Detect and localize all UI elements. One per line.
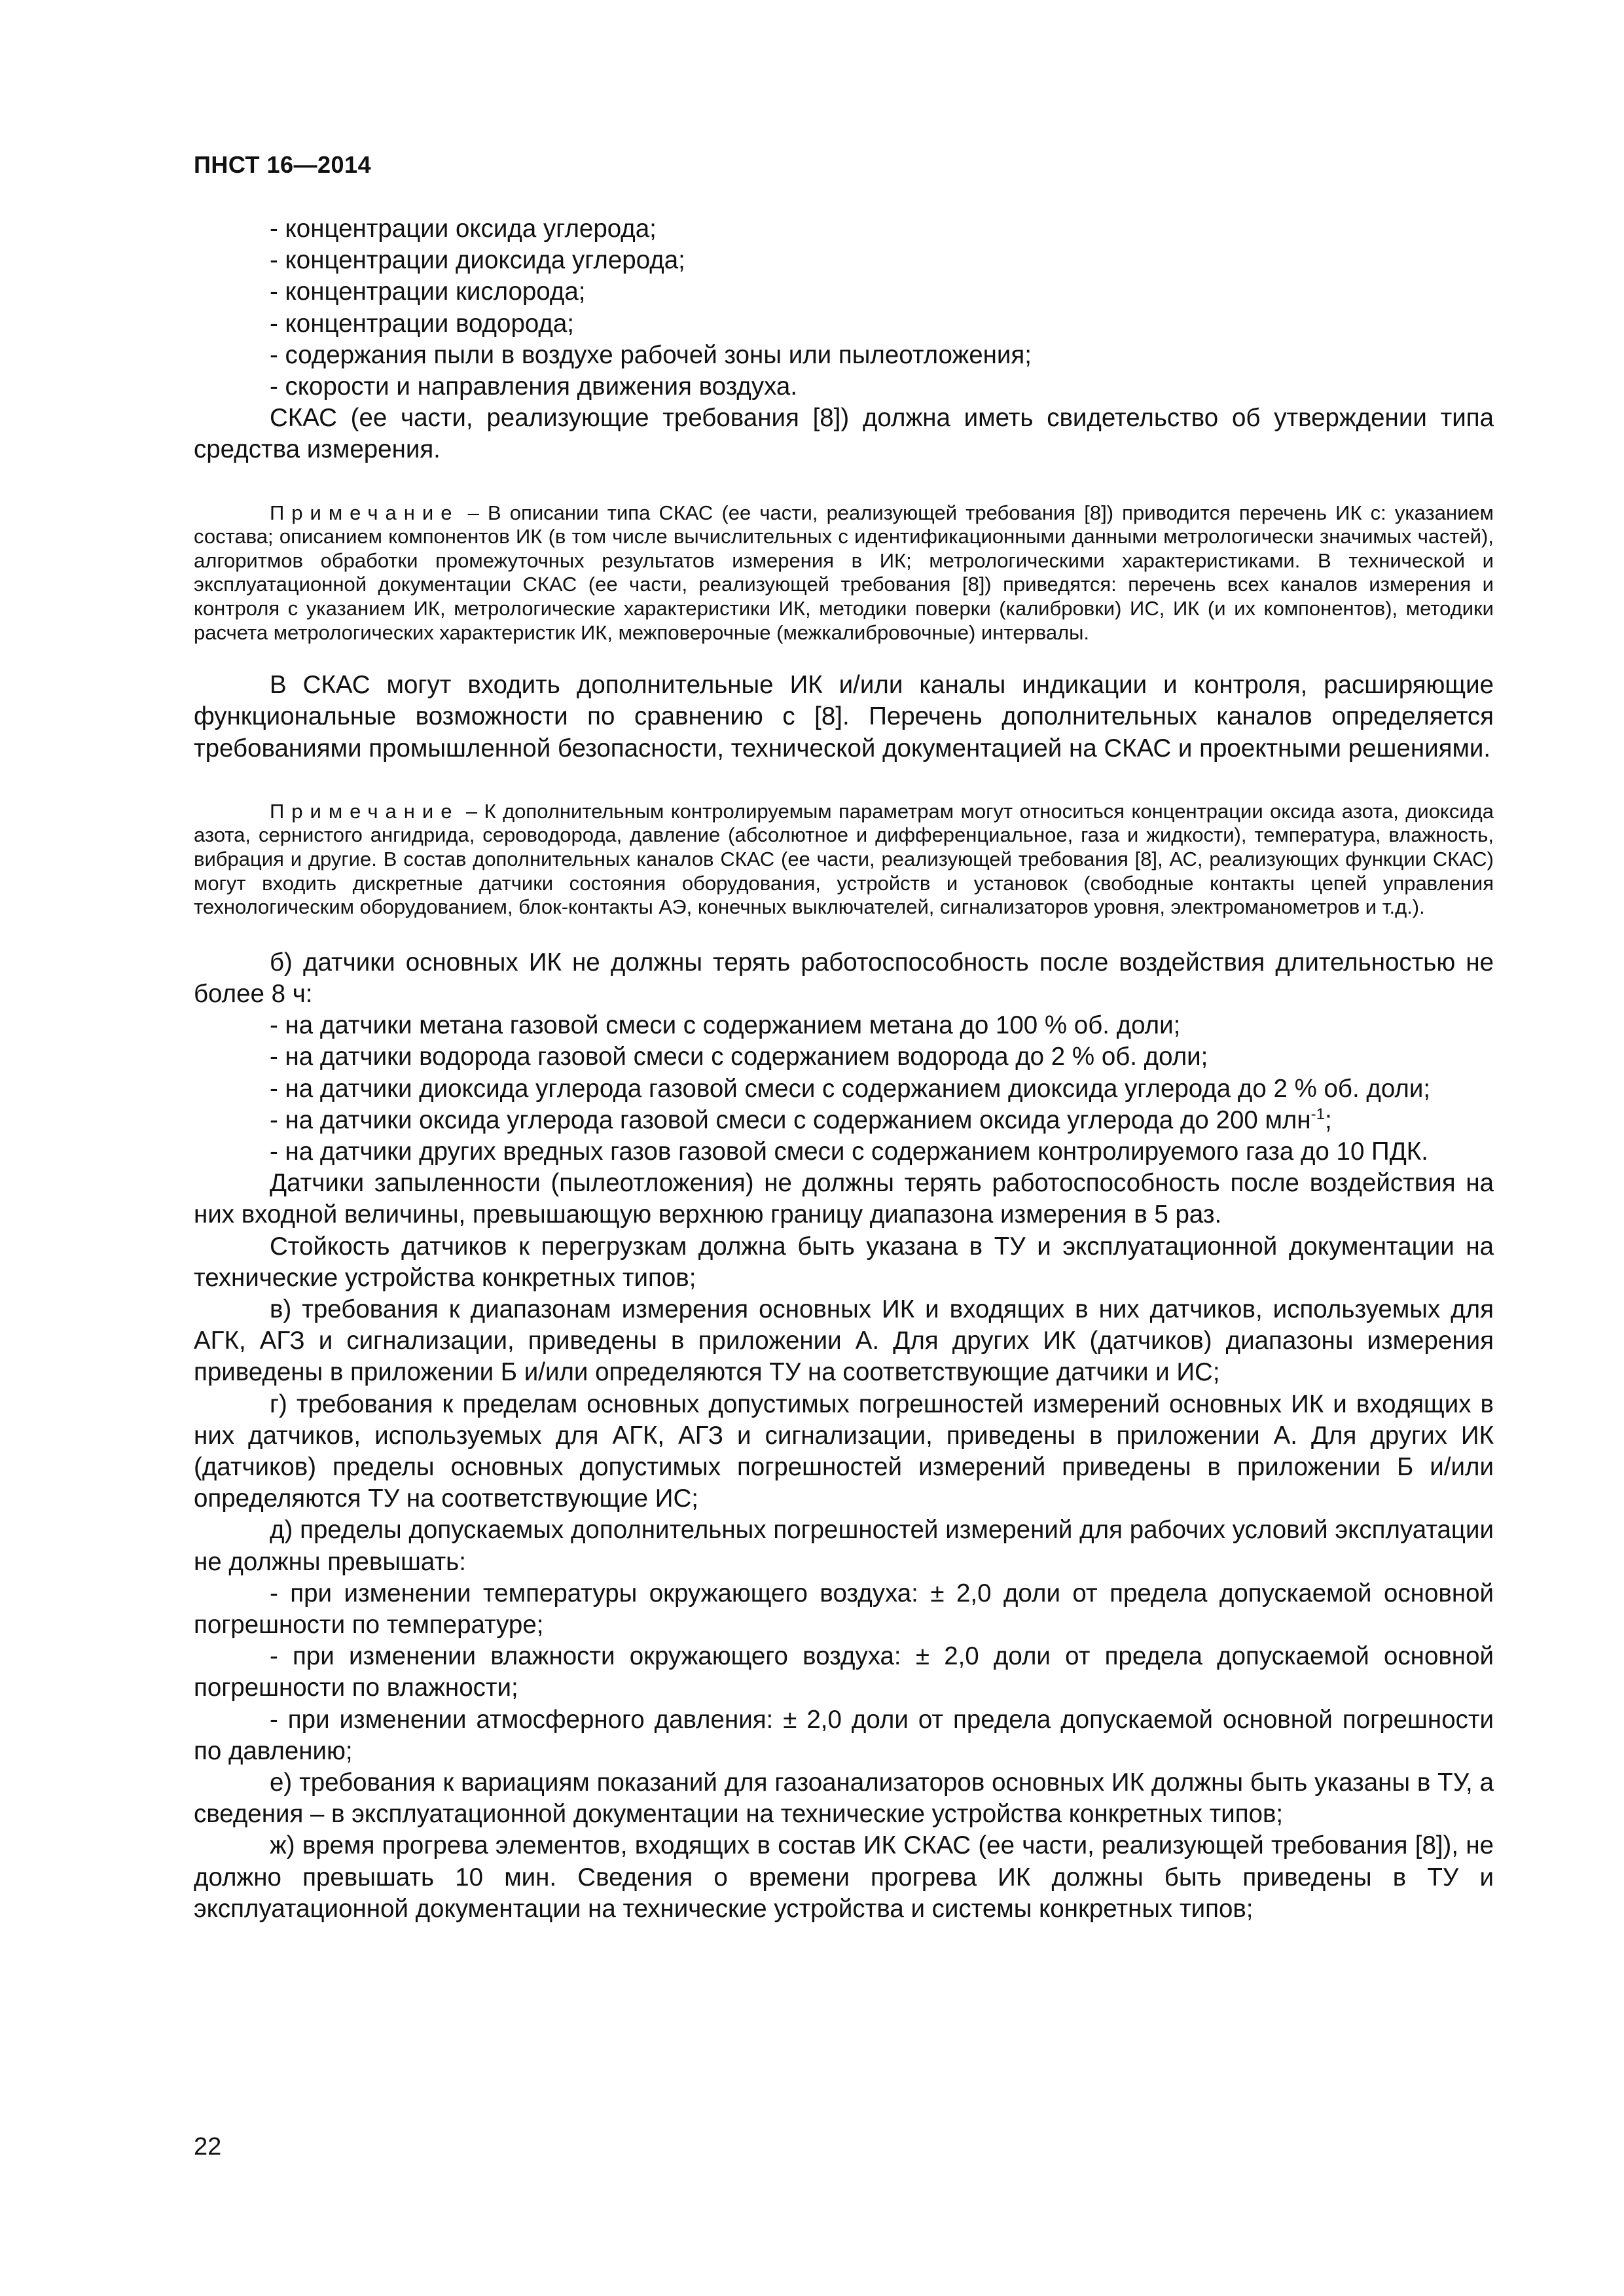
list-item: - на датчики диоксида углерода газовой смеси с содержанием диоксида углерода до 2 % об. доли; xyxy=(270,1074,1431,1103)
list-item: - концентрации оксида углерода; xyxy=(270,215,657,243)
note-text: – К дополнительным контролируемым параметрам могут относиться концентрации оксида азота, диоксида азота, сернистого ангидрида, сероводорода, давление (абсолютное и дифференциальное, газа и жидкости), температура, влажность, вибрация и другие. В состав дополнительных каналов СКАС (ее части, реализующей требования [8], АС, реализующих функции СКАС) могут входить дискретные датчики состояния оборудования, устройств и установок (свободные контакты цепей управления технологическим оборудованием, блок-контакты АЭ, конечных выключателей, сигнализаторов уровня, электроманометров и т.д.). xyxy=(194,799,1494,919)
note-label: Примечание xyxy=(270,501,460,524)
list-item: - на датчики других вредных газов газовой смеси с содержанием контролируемого газа до 10 ПДК. xyxy=(270,1137,1428,1166)
co-tail: ; xyxy=(1325,1105,1332,1134)
item-v: в) требования к диапазонам измерения основных ИК и входящих в них датчиков, используемых для АГК, АГЗ и сигнализации, приведены в приложении А. Для других ИК (датчиков) диапазоны измерения приведены в приложении Б и/или определяются ТУ на соответствующие датчики и ИС; xyxy=(194,1295,1494,1387)
list-item: - концентрации кислорода; xyxy=(270,278,586,306)
page-content xyxy=(194,213,1494,1925)
list-item: - содержания пыли в воздухе рабочей зоны или пылеотложения; xyxy=(270,340,1032,369)
list-item: - скорости и направления движения воздуха. xyxy=(270,372,798,401)
paragraph-type-approval: СКАС (ее части, реализующие требования [8]) должна иметь свидетельство об утверждении типа средства измерения. xyxy=(194,404,1494,464)
item-g: г) требования к пределам основных допустимых погрешностей измерений основных ИК и входящих в них датчиков, используемых для АГК, АГЗ и сигнализации, приведены в приложении А. Для других ИК (датчиков) пределы основных допустимых погрешностей измерений приведены в приложении Б и/или определяются ТУ на соответствующие ИС; xyxy=(194,1390,1494,1513)
note-label: Примечание xyxy=(270,799,460,823)
co-text: - на датчики оксида углерода газовой смеси с содержанием оксида углерода до 200 млн xyxy=(270,1105,1311,1134)
note-type-description xyxy=(194,501,1494,645)
paragraph-additional-channels: В СКАС могут входить дополнительные ИК и/или каналы индикации и контроля, расширяющие функциональные возможности по сравнению с [8]. Перечень дополнительных каналов определяется требованиями промышленной безопасности, технической документацией на СКАС и проектными решениями. xyxy=(194,671,1494,762)
list-item: - концентрации диоксида углерода; xyxy=(270,246,685,275)
item-d: д) пределы допускаемых дополнительных погрешностей измерений для рабочих условий эксплуатации не должны превышать: xyxy=(194,1516,1494,1576)
item-e: е) требования к вариациям показаний для газоанализаторов основных ИК должны быть указаны в ТУ, а сведения – в эксплуатационной документации на технические устройства конкретных типов; xyxy=(194,1768,1494,1829)
list-item: - на датчики метана газовой смеси с содержанием метана до 100 % об. доли; xyxy=(270,1011,1181,1040)
page-number: 22 xyxy=(194,2133,222,2161)
list-item: - при изменении атмосферного давления: ± 2,0 доли от предела допускаемой основной погрешности по давлению; xyxy=(194,1705,1494,1765)
list-item-co xyxy=(194,1105,1494,1136)
list-item: - при изменении влажности окружающего воздуха: ± 2,0 доли от предела допускаемой основной погрешности по влажности; xyxy=(194,1642,1494,1702)
list-item: - при изменении температуры окружающего воздуха: ± 2,0 доли от предела допускаемой основной погрешности по температуре; xyxy=(194,1579,1494,1640)
item-zh: ж) время прогрева элементов, входящих в состав ИК СКАС (ее части, реализующей требования [8]), не должно превышать 10 мин. Сведения о времени прогрева ИК должны быть приведены в ТУ и эксплуатационной документации на технические устройства и системы конкретных типов; xyxy=(194,1831,1494,1923)
document-header: ПНСТ 16—2014 xyxy=(194,151,372,178)
item-b: б) датчики основных ИК не должны терять работоспособность после воздействия длительностью не более 8 ч: xyxy=(194,948,1494,1008)
co-superscript: -1 xyxy=(1310,1105,1326,1123)
note-additional-parameters xyxy=(194,800,1494,920)
paragraph-dust-sensors: Датчики запыленности (пылеотложения) не должны терять работоспособность после воздействия на них входной величины, превышающую верхнюю границу диапазона измерения в 5 раз. xyxy=(194,1169,1494,1229)
paragraph-overload: Стойкость датчиков к перегрузкам должна быть указана в ТУ и эксплуатационной документации на технические устройства конкретных типов; xyxy=(194,1232,1494,1292)
list-item: - на датчики водорода газовой смеси с содержанием водорода до 2 % об. доли; xyxy=(270,1043,1208,1071)
list-item: - концентрации водорода; xyxy=(270,309,574,338)
note-text: – В описании типа СКАС (ее части, реализующей требования [8]) приводится перечень ИК с: указанием состава; описанием компонентов ИК (в том числе вычислительных с идентификационными данными метрологически значимых частей), алгоритмов обработки промежуточных результатов измерения в ИК; метрологическими характеристиками. В технической и эксплуатационной документации СКАС (ее части, реализующей требования [8]) приведятся: перечень всех каналов измерения и контроля с указанием ИК, метрологические характеристики ИК, методики поверки (калибровки) ИС, ИК (и их компонентов), методики расчета метрологических характеристик ИК, межповерочные (межкалибровочные) интервалы. xyxy=(194,501,1494,644)
